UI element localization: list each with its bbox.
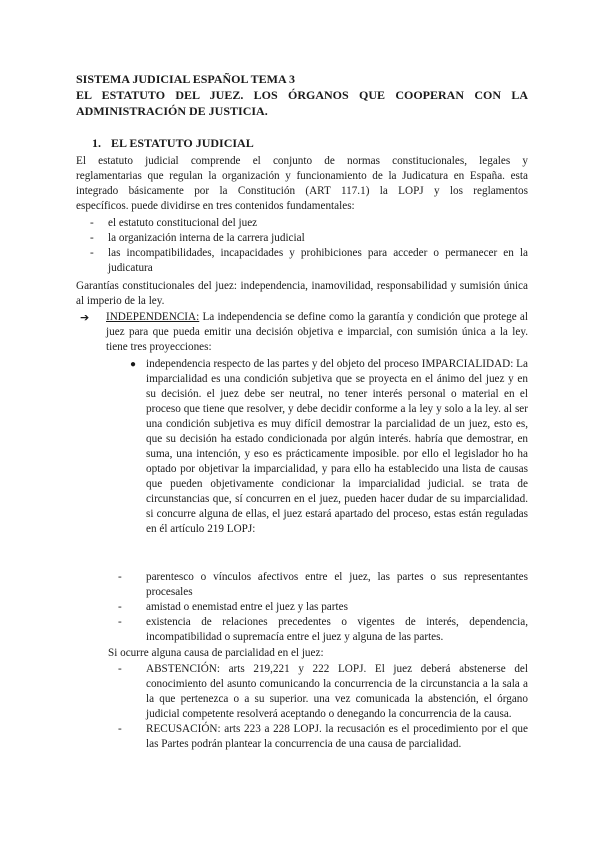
dash-marker: - bbox=[118, 723, 122, 735]
list-item-text: el estatuto constitucional del juez bbox=[108, 217, 258, 229]
list-item-text: las incompatibilidades, incapacidades y prohibiciones para acceder o permanecer en la judicatura bbox=[108, 247, 528, 274]
independencia-definition: La independencia se define como la garantía y condición que protege al juez para que pueda emitir una decisión objetiva e imparcial, con sumisión única a la ley. tiene tres proyecciones: bbox=[106, 311, 528, 353]
bullet-icon: ● bbox=[130, 359, 137, 370]
intro-line: reglamentarias que regulan la organización y funcionamiento de la Judicatura en España. esta bbox=[76, 170, 528, 182]
intro-line: específicos. puede dividirse en tres contenidos fundamentales: bbox=[76, 200, 355, 212]
list-item bbox=[90, 216, 528, 231]
section-heading bbox=[92, 136, 254, 151]
list-item bbox=[118, 662, 528, 722]
list-item bbox=[118, 570, 528, 600]
garantias-paragraph: Garantías constitucionales del juez: independencia, inamovilidad, responsabilidad y sumisión única al imperio de la ley. bbox=[76, 280, 528, 307]
dash-marker: - bbox=[118, 571, 122, 583]
intro-line: El estatuto judicial comprende el conjunto de normas constitucionales, legales y bbox=[76, 155, 528, 167]
list-item-text: RECUSACIÓN: arts 223 a 228 LOPJ. la recusación es el procedimiento por el que las Partes podrán plantear la concurrencia de una causa de parcialidad. bbox=[146, 723, 528, 750]
document-subtitle-line-1: EL ESTATUTO DEL JUEZ. LOS ÓRGANOS QUE COOPERAN CON LA bbox=[76, 88, 528, 102]
causas-list bbox=[118, 570, 528, 645]
dash-marker: - bbox=[118, 663, 122, 675]
remedios-list bbox=[118, 662, 528, 752]
contents-list bbox=[90, 216, 528, 276]
document-subtitle-line-2: ADMINISTRACIÓN DE JUSTICIA. bbox=[76, 104, 268, 118]
list-item-text: amistad o enemistad entre el juez y las partes bbox=[146, 601, 348, 613]
independencia-item bbox=[80, 310, 528, 355]
document-title: SISTEMA JUDICIAL ESPAÑOL TEMA 3 bbox=[76, 72, 295, 86]
list-item-text: ABSTENCIÓN: arts 219,221 y 222 LOPJ. El juez deberá abstenerse del conocimiento del asunto comunicando la concurrencia de la circunstancia a la sala a la que pertenezca o a su superior. una vez comunicada la abstención, el órgano judicial competente resolverá aceptando o denegando la concurrencia de la causa. bbox=[146, 663, 528, 720]
list-item bbox=[118, 615, 528, 645]
list-item-text: la organización interna de la carrera judicial bbox=[108, 232, 305, 244]
list-item bbox=[90, 246, 528, 276]
independencia-text bbox=[106, 310, 528, 355]
intro-line: integrado básicamente por la Constitución (ART 117.1) la LOPJ y los reglamentos bbox=[76, 185, 528, 197]
dash-marker: - bbox=[118, 601, 122, 613]
list-item bbox=[118, 722, 528, 752]
dash-marker: - bbox=[90, 247, 94, 259]
imparcialidad-text: independencia respecto de las partes y del objeto del proceso IMPARCIALIDAD: La imparcialidad es una condición subjetiva que se proyecta en el ánimo del juez y en su decisión. el juez debe ser neutral, no tener interés personal o material en el proceso que tiene que resolver, y debe decidir conforme a la ley y solo a la ley. al ser una condición subjetiva es muy difícil demostrar la parcialidad de un juez, esto es, que su decisión ha estado condicionada por algún interés. habría que demostrar, en suma, una intención, y eso es prácticamente imposible. por ello el legislador ho ha optado por objetivar la imparcialidad, y para ello ha establecido una lista de causas que pueden objetivamente condicionar la imparcialidad judicial. se trata de circunstancias que, sí concurren en el juez, pueden hacer dudar de su imparcialidad. si concurre alguna de ellas, el juez estará apartado del proceso, estas están reguladas en él artículo 219 LOPJ: bbox=[146, 358, 528, 535]
list-item-text: parentesco o vínculos afectivos entre el juez, las partes o sus representantes procesales bbox=[146, 571, 528, 598]
list-item bbox=[90, 231, 528, 246]
list-item-text: existencia de relaciones precedentes o vigentes de interés, dependencia, incompatibilidad o supremacía entre el juez y alguna de las partes. bbox=[146, 616, 528, 643]
independencia-label: INDEPENDENCIA: bbox=[106, 311, 200, 323]
dash-marker: - bbox=[90, 232, 94, 244]
intro-paragraph bbox=[76, 154, 528, 214]
imparcialidad-item bbox=[130, 357, 528, 537]
section-heading-text: EL ESTATUTO JUDICIAL bbox=[111, 136, 254, 150]
dash-marker: - bbox=[118, 616, 122, 628]
section-number: 1. bbox=[92, 136, 101, 150]
list-item bbox=[118, 600, 528, 615]
arrow-icon: ➔ bbox=[80, 311, 90, 324]
si-ocurre-text: Si ocurre alguna causa de parcialidad en el juez: bbox=[108, 647, 324, 659]
dash-marker: - bbox=[90, 217, 94, 229]
